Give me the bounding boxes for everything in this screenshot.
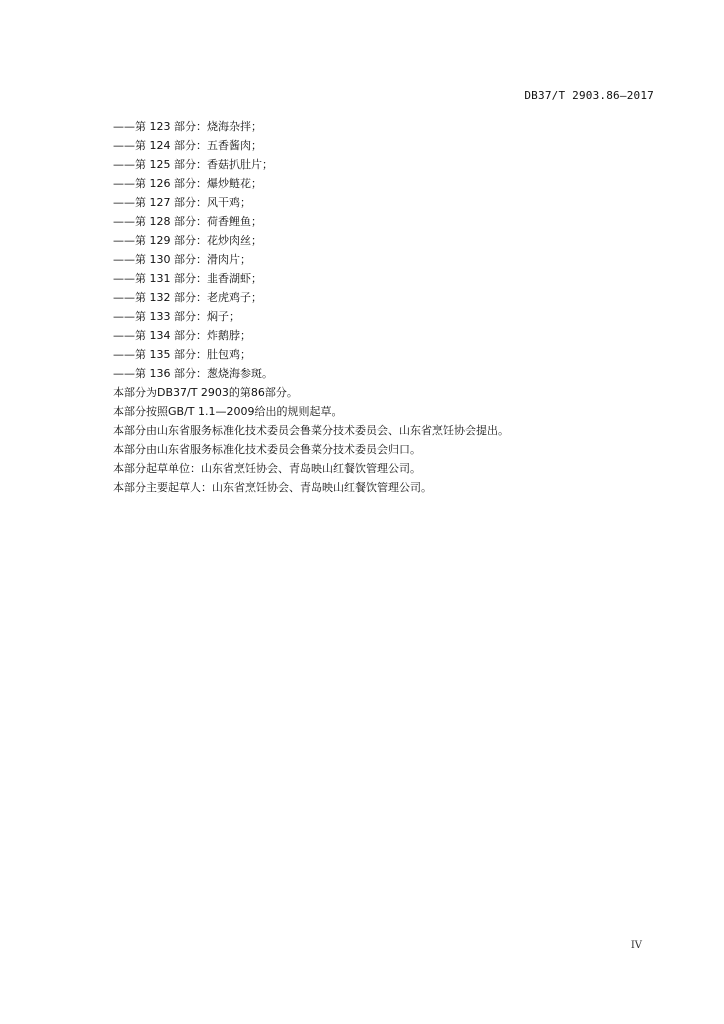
note-under-jurisdiction: 本部分由山东省服务标准化技术委员会鲁菜分技术委员会归口。 (113, 443, 421, 456)
foreword-notes (113, 383, 653, 497)
note-main-drafters: 本部分主要起草人：山东省烹饪协会、青岛映山红餐饮管理公司。 (113, 481, 432, 494)
part-item-131: ——第 131 部分：韭香湖虾； (113, 272, 262, 285)
page-number: IV (630, 940, 642, 951)
note-proposed-by: 本部分由山东省服务标准化技术委员会鲁菜分技术委员会、山东省烹饪协会提出。 (113, 424, 509, 437)
note-part-number: 本部分为DB37/T 2903的第86部分。 (113, 386, 298, 399)
part-item-134: ——第 134 部分：炸鹅脖； (113, 329, 251, 342)
part-item-136: ——第 136 部分：葱烧海参斑。 (113, 367, 273, 380)
note-drafting-rules: 本部分按照GB/T 1.1—2009给出的规则起草。 (113, 405, 343, 418)
part-item-128: ——第 128 部分：荷香鲤鱼； (113, 215, 262, 228)
part-item-126: ——第 126 部分：爆炒鲢花； (113, 177, 262, 190)
part-item-123: ——第 123 部分：烧海杂拌； (113, 120, 262, 133)
note-drafting-units: 本部分起草单位：山东省烹饪协会、青岛映山红餐饮管理公司。 (113, 462, 421, 475)
part-item-129: ——第 129 部分：花炒肉丝； (113, 234, 262, 247)
part-item-133: ——第 133 部分：焖子； (113, 310, 240, 323)
standard-code-header: DB37/T 2903.86—2017 (524, 89, 654, 102)
part-item-132: ——第 132 部分：老虎鸡子； (113, 291, 262, 304)
part-item-127: ——第 127 部分：风干鸡； (113, 196, 251, 209)
part-item-125: ——第 125 部分：香菇扒肚片； (113, 158, 273, 171)
parts-list (113, 117, 653, 383)
part-item-135: ——第 135 部分：肚包鸡； (113, 348, 251, 361)
part-item-130: ——第 130 部分：滑肉片； (113, 253, 251, 266)
page-content (113, 117, 653, 497)
part-item-124: ——第 124 部分：五香酱肉； (113, 139, 262, 152)
